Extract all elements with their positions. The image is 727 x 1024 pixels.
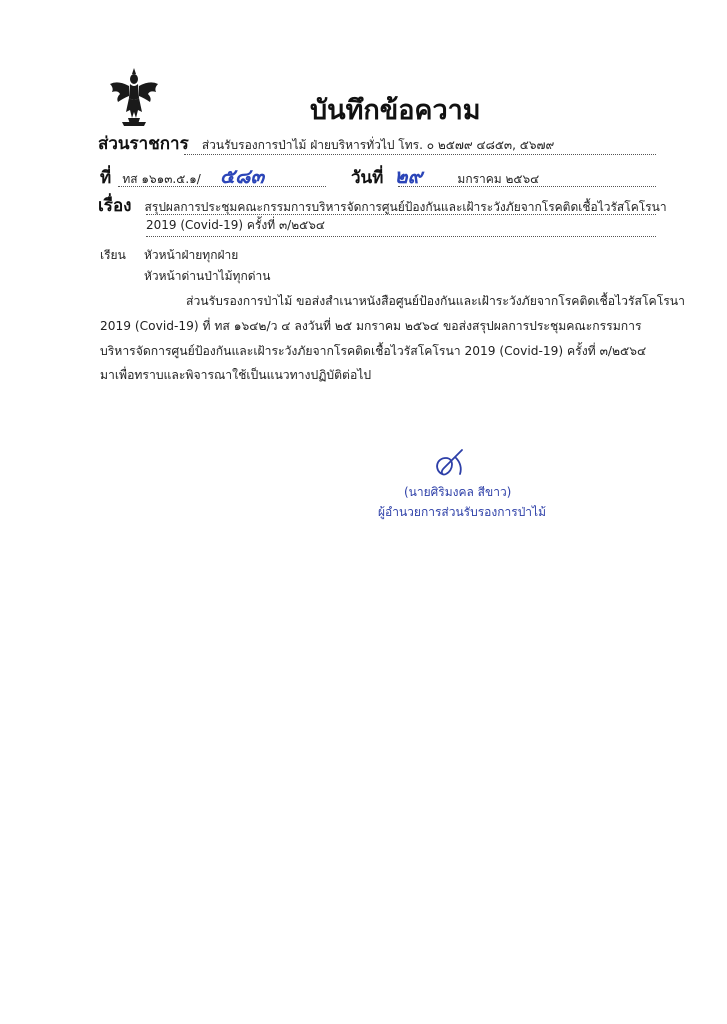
signature-scribble-icon — [432, 444, 476, 484]
signature-position: ผู้อำนวยการส่วนรับรองการป่าไม้ — [378, 505, 546, 519]
agency-label: ส่วนราชการ — [98, 134, 189, 154]
subject-line1: สรุปผลการประชุมคณะกรรมการบริหารจัดการศูนย์ป้องกันและเฝ้าระวังภัยจากโรคติดเชื้อไวรัสโคโรนา — [144, 200, 667, 214]
signature-name: (นายศิริมงคล สีขาว) — [404, 485, 512, 499]
ref-label: ที่ — [100, 168, 112, 188]
memo-title: บันทึกข้อความ — [310, 95, 481, 126]
ref-prefix: ทส ๑๖๑๓.๕.๑/ — [122, 172, 201, 186]
subject-line2: 2019 (Covid-19) ครั้งที่ ๓/๒๕๖๔ — [146, 218, 325, 232]
date-month-year: มกราคม ๒๕๖๔ — [457, 172, 540, 186]
date-dotline — [398, 186, 656, 187]
body-line-4: มาเพื่อทราบและพิจารณาใช้เป็นแนวทางปฏิบัติต่อไป — [100, 368, 372, 382]
ref-number-handwritten: ๕๘๓ — [219, 164, 265, 188]
subject-dotline-1 — [146, 214, 656, 215]
garuda-emblem-icon — [108, 66, 160, 128]
body-line-2: 2019 (Covid-19) ที่ ทส ๑๖๔๒/ว ๔ ลงวันที่ ๒๕ มกราคม ๒๕๖๔ ขอส่งสรุปผลการประชุมคณะกรรมการ — [100, 319, 642, 333]
date-label: วันที่ — [351, 168, 384, 188]
subject-label: เรื่อง — [98, 196, 132, 216]
body-line-1: ส่วนรับรองการป่าไม้ ขอส่งสำเนาหนังสือศูนย์ป้องกันและเฝ้าระวังภัยจากโรคติดเชื้อไวรัสโคโรนา — [186, 294, 685, 308]
body-line-3: บริหารจัดการศูนย์ป้องกันและเฝ้าระวังภัยจากโรคติดเชื้อไวรัสโคโรนา 2019 (Covid-19) ครั้งที่ ๓/๒๕๖๔ — [100, 344, 647, 358]
recipient-line2: หัวหน้าด่านป่าไม้ทุกด่าน — [144, 269, 271, 283]
agency-dotline — [184, 154, 656, 155]
date-row — [351, 160, 539, 192]
agency-row — [98, 130, 554, 157]
recipient-label: เรียน — [100, 248, 126, 262]
ref-dotline — [118, 186, 326, 187]
date-day-handwritten: ๒๙ — [394, 164, 423, 188]
subject-dotline-2 — [146, 236, 656, 237]
recipient-line1: หัวหน้าฝ่ายทุกฝ่าย — [144, 248, 239, 262]
agency-value: ส่วนรับรองการป่าไม้ ฝ่ายบริหารทั่วไป โทร. ๐ ๒๕๗๙ ๔๘๕๓, ๕๖๗๙ — [201, 138, 555, 152]
ref-row — [100, 160, 264, 192]
